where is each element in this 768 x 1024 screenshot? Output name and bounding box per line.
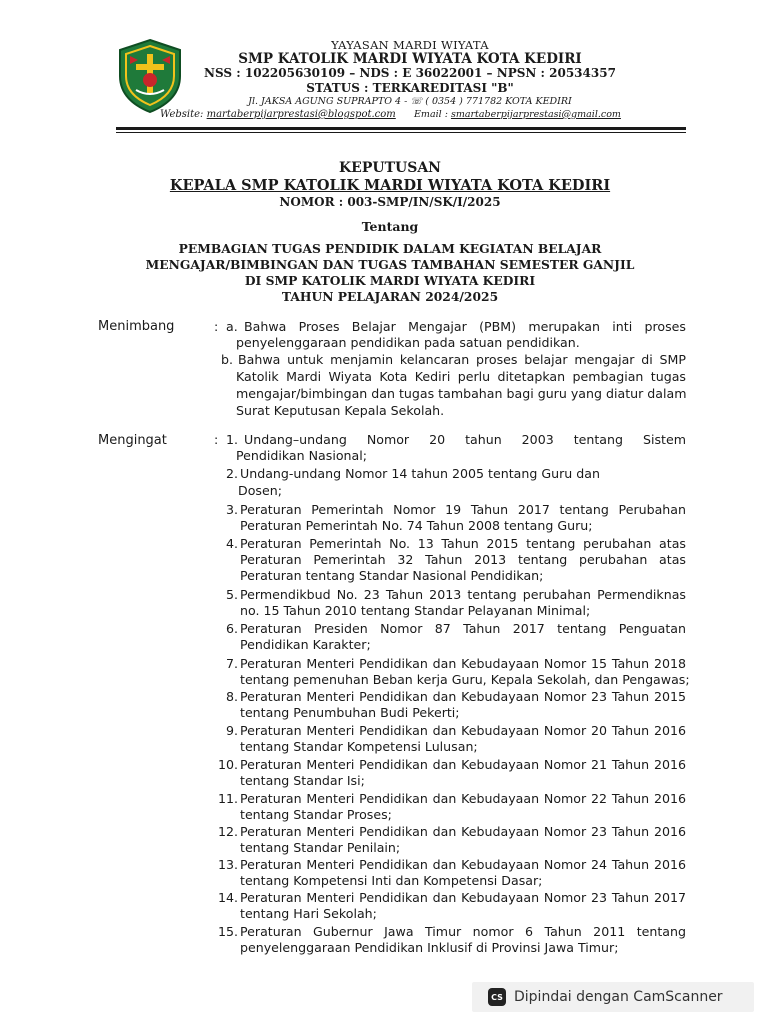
mengingat-number: 10.	[217, 757, 238, 772]
mengingat-text: Undang–undang Nomor 20 tahun 2003 tentang Sistem	[244, 432, 686, 447]
mengingat-text: tentang pemenuhan Beban kerja Guru, Kepala Sekolah, dan Pengawas;	[240, 672, 690, 687]
menimbang-text: penyelenggaraan pendidikan pada satuan pendidikan.	[236, 335, 580, 350]
mengingat-text: Peraturan Pemerintah Nomor 19 Tahun 2017 tentang Perubahan	[240, 502, 686, 517]
camscanner-text: Dipindai dengan CamScanner	[514, 989, 723, 1005]
mengingat-number: 11.	[217, 791, 238, 806]
email-label: Email :	[414, 109, 448, 120]
menimbang-marker: a.	[226, 319, 238, 334]
mengingat-number: 8.	[225, 689, 238, 704]
mengingat-text: Peraturan Pemerintah No. 13 Tahun 2015 tentang perubahan atas	[240, 536, 686, 551]
mengingat-text: Peraturan Menteri Pendidikan dan Kebudayaan Nomor 15 Tahun 2018	[240, 656, 686, 671]
letterhead-address: Jl. JAKSA AGUNG SUPRAPTO 4 - ☏ ( 0354 ) 771782 KOTA KEDIRI	[248, 96, 572, 107]
mengingat-number: 3.	[225, 502, 238, 517]
mengingat-number: 15.	[217, 924, 238, 939]
menimbang-label: Menimbang	[98, 319, 175, 334]
mengingat-text: tentang Hari Sekolah;	[240, 906, 377, 921]
website-label: Website:	[160, 109, 204, 120]
decree-title: KEPUTUSAN	[339, 160, 441, 176]
menimbang-text: Katolik Mardi Wiyata Kota Kediri perlu ditetapkan pembagian tugas	[236, 369, 686, 384]
decree-issuer: KEPALA SMP KATOLIK MARDI WIYATA KOTA KEDIRI	[169, 177, 611, 194]
decree-subject-line: DI SMP KATOLIK MARDI WIYATA KEDIRI	[244, 273, 536, 288]
decree-number: NOMOR : 003-SMP/IN/SK/I/2025	[279, 195, 501, 209]
camscanner-badge	[472, 982, 754, 1012]
mengingat-text: Peraturan Menteri Pendidikan dan Kebudayaan Nomor 21 Tahun 2016	[240, 757, 686, 772]
mengingat-number: 12.	[217, 824, 238, 839]
mengingat-text: tentang Standar Isi;	[240, 773, 365, 788]
website-link[interactable]: martaberpijarprestasi@blogspot.com	[206, 109, 396, 120]
decree-about: Tentang	[361, 219, 419, 234]
letterhead-ids: NSS : 102205630109 – NDS : E 36022001 – NPSN : 20534357	[204, 66, 616, 80]
mengingat-text: Pendidikan Karakter;	[240, 637, 371, 652]
mengingat-text: Peraturan Pemerintah 32 Tahun 2013 tentang perubahan atas	[240, 552, 686, 567]
mengingat-text: penyelenggaraan Pendidikan Inklusif di Provinsi Jawa Timur;	[240, 940, 619, 955]
letterhead-foundation: YAYASAN MARDI WIYATA	[331, 38, 489, 52]
mengingat-text: Peraturan Pemerintah No. 74 Tahun 2008 tentang Guru;	[240, 518, 593, 533]
mengingat-text: Peraturan Menteri Pendidikan dan Kebudayaan Nomor 20 Tahun 2016	[240, 723, 686, 738]
mengingat-colon: :	[214, 432, 219, 447]
mengingat-number: 9.	[225, 723, 238, 738]
email-link[interactable]: smartaberpijarprestasi@gmail.com	[450, 109, 621, 120]
menimbang-text: Bahwa untuk menjamin kelancaran proses belajar mengajar di SMP	[238, 352, 686, 367]
menimbang-colon: :	[214, 319, 219, 334]
mengingat-number: 6.	[225, 621, 238, 636]
mengingat-number: 14.	[217, 890, 238, 905]
mengingat-text: tentang Standar Proses;	[240, 807, 392, 822]
mengingat-text: Peraturan Gubernur Jawa Timur nomor 6 Tahun 2011 tentang	[240, 924, 686, 939]
mengingat-number: 1.	[225, 432, 238, 447]
letterhead-website	[160, 109, 396, 120]
mengingat-text: tentang Penumbuhan Budi Pekerti;	[240, 705, 460, 720]
decree-subject-line: TAHUN PELAJARAN 2024/2025	[281, 289, 499, 304]
mengingat-text: Undang-undang Nomor 14 tahun 2005 tentang Guru dan	[240, 466, 600, 481]
letterhead-rule-thick	[116, 127, 686, 130]
menimbang-text: Bahwa Proses Belajar Mengajar (PBM) merupakan inti proses	[244, 319, 686, 334]
mengingat-text: tentang Standar Kompetensi Lulusan;	[240, 739, 478, 754]
mengingat-text: Permendikbud No. 23 Tahun 2013 tentang perubahan Permendiknas	[240, 587, 686, 602]
mengingat-number: 4.	[225, 536, 238, 551]
mengingat-number: 7.	[225, 656, 238, 671]
letterhead-rule-thin	[116, 132, 686, 133]
mengingat-text: tentang Standar Penilain;	[240, 840, 401, 855]
camscanner-icon: CS	[488, 988, 506, 1006]
letterhead-email	[414, 109, 621, 120]
mengingat-text: Peraturan Presiden Nomor 87 Tahun 2017 tentang Penguatan	[240, 621, 686, 636]
mengingat-text: tentang Kompetensi Inti dan Kompetensi Dasar;	[240, 873, 543, 888]
mengingat-label: Mengingat	[98, 433, 167, 448]
letterhead-status: STATUS : TERKAREDITASI "B"	[306, 81, 514, 95]
mengingat-text: Peraturan Menteri Pendidikan dan Kebudayaan Nomor 23 Tahun 2017	[240, 890, 686, 905]
mengingat-number: 2.	[225, 466, 238, 481]
mengingat-text: Peraturan Menteri Pendidikan dan Kebudayaan Nomor 23 Tahun 2015	[240, 689, 686, 704]
mengingat-text: no. 15 Tahun 2010 tentang Standar Pelayanan Minimal;	[240, 603, 591, 618]
mengingat-text: Peraturan Menteri Pendidikan dan Kebudayaan Nomor 24 Tahun 2016	[240, 857, 686, 872]
menimbang-marker: b.	[221, 352, 233, 367]
mengingat-number: 5.	[225, 587, 238, 602]
mengingat-text: Peraturan Menteri Pendidikan dan Kebudayaan Nomor 22 Tahun 2016	[240, 791, 686, 806]
decree-subject-line: MENGAJAR/BIMBINGAN DAN TUGAS TAMBAHAN SEMESTER GANJIL	[145, 257, 635, 272]
letterhead-school-name: SMP KATOLIK MARDI WIYATA KOTA KEDIRI	[238, 51, 582, 67]
mengingat-number: 13.	[217, 857, 238, 872]
menimbang-text: mengajar/bimbingan dan tugas tambahan bagi guru yang diatur dalam	[236, 386, 687, 401]
mengingat-text: Dosen;	[238, 483, 282, 498]
mengingat-text: Pendidikan Nasional;	[236, 448, 367, 463]
mengingat-text: Peraturan tentang Standar Nasional Pendidikan;	[240, 568, 544, 583]
menimbang-text: Surat Keputusan Kepala Sekolah.	[236, 403, 445, 418]
decree-subject-line: PEMBAGIAN TUGAS PENDIDIK DALAM KEGIATAN BELAJAR	[178, 241, 602, 256]
mengingat-text: Peraturan Menteri Pendidikan dan Kebudayaan Nomor 23 Tahun 2016	[240, 824, 686, 839]
